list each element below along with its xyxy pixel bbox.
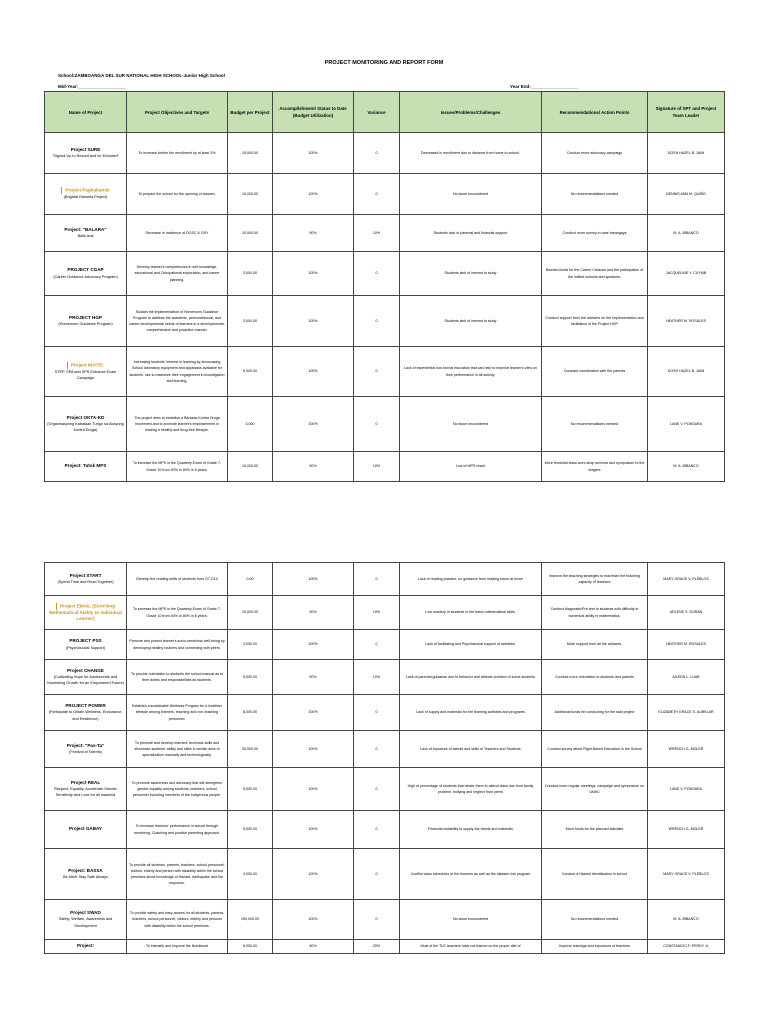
issues-cell: Lack of supply and materials for the learning activities and programs (400, 695, 542, 731)
table-row (45, 215, 725, 252)
signature-cell: WRENCH G. MOLER (648, 731, 725, 768)
signature-cell: HEATHER M. ROSALES (648, 630, 725, 660)
project-name: PROJECT PSS (69, 638, 102, 644)
project-subtitle: (Psychosocial Support) (65, 645, 106, 650)
budget-cell: 4,000.00 (228, 849, 273, 900)
table-row (45, 660, 725, 695)
budget-cell: 6,000.00 (228, 940, 273, 954)
form-title: PROJECT MONITORING AND REPORT FORM (324, 60, 444, 66)
variance-cell: 0 (354, 849, 400, 900)
signature-cell: AILEEN L. LUAB (648, 660, 725, 695)
recommendations-cell: Improve trainings and exposures of teachers (542, 940, 648, 954)
objectives-cell: To intensify and improve the Nutritional (127, 940, 228, 954)
recommendations-cell: More support from all the advisers. (542, 630, 648, 660)
objectives-cell: Promote and protect learner's socio-emotional well-being by developing healthy routines and connecting with peers. (127, 630, 228, 660)
variance-cell: 0 (354, 296, 400, 347)
signature-cell: DENNIS ANN M. QUIÑO (648, 174, 725, 215)
signature-cell: M. A. IBBANCO (648, 900, 725, 940)
issues-cell: No issue encountered (400, 174, 542, 215)
accomplishment-cell: 100% (273, 630, 354, 660)
project-name-cell (45, 849, 127, 900)
budget-cell: 15,000.00 (228, 452, 273, 482)
project-subtitle: (Spend Time and Read Together) (57, 580, 114, 584)
accomplishment-cell: 100% (273, 252, 354, 296)
issues-cell: High of percentage of students that hinder them to attend class due from family problem, bullying and neglect from peers (400, 768, 542, 811)
objectives-cell: Sustain the implementation of Homeroom Guidance Program to address the academic, personal/social, and career developmental needs of learners in a developmental, comprehensive and proactive manner. (127, 296, 228, 347)
variance-cell: 0 (354, 347, 400, 397)
signature-cell: HEATHER M. ROSALES (648, 296, 725, 347)
variance-cell: 0 (354, 731, 400, 768)
report-table-page2 (44, 562, 725, 954)
school-name: School:ZAMBOANGA DEL SUR NATIONAL HIGH SCHOOL-Junior High School (58, 73, 225, 78)
signature-cell: LANE V. PONSARA (648, 397, 725, 452)
variance-cell: 10% (354, 660, 400, 695)
project-name: Project START (69, 572, 102, 578)
highlight-marker (67, 362, 68, 369)
issues-cell: Lack of experiential non-formal education that can help to improve learner's view on their performance in all activity. (400, 347, 542, 397)
report-table-page1 (44, 91, 725, 482)
header-signature: Signature of SPT and Project Team Leader (648, 92, 725, 133)
project-name: Project: "BALARA" (64, 226, 107, 232)
objectives-cell: To increase the MPS in the Quarterly Exam of Grade 7-Grade 10 from 40% to 80% in 6 years. (127, 452, 228, 482)
project-subtitle: (Career Guidance Advocacy Program) (53, 274, 118, 279)
budget-cell: 3,000.00 (228, 296, 273, 347)
objectives-cell: Decrease in Incidence of DOSC & OSY (127, 215, 228, 252)
table-row (45, 731, 725, 768)
project-name-cell (45, 347, 127, 397)
issues-cell: Students lack of interest to study (400, 252, 542, 296)
project-subtitle: (Brigada Eskwela Project) (63, 195, 108, 200)
project-name-cell (45, 397, 127, 452)
accomplishment-cell: 100% (273, 811, 354, 849)
objectives-cell: To prepare the school for the opening of classes. (127, 174, 228, 215)
table-row (45, 811, 725, 849)
variance-cell: 0 (354, 252, 400, 296)
recommendations-cell: Conduct a Hazard Identification in school (542, 849, 648, 900)
table-body-page2 (45, 563, 725, 954)
project-name-cell (45, 215, 127, 252)
objectives-cell: To increase the MPS in the Quarterly Exam of Grade 7-Grade 10 from 40% to 80% in 6 years. (127, 596, 228, 630)
budget-cell: 5,000.00 (228, 768, 273, 811)
accomplishment-cell: 90% (273, 660, 354, 695)
recommendations-cell: Conduct more regular meetings, campaign and symposium on VAWC (542, 768, 648, 811)
project-subtitle: STEP, SPA and SPS Entrance Exam Campaign (54, 369, 117, 380)
project-name: Project OKTA-KD (66, 414, 105, 420)
table-row (45, 630, 725, 660)
project-subtitle: "Signed-Up to Record and be Encoded" (52, 154, 119, 158)
signature-cell: WRENCH G. MOLER (648, 811, 725, 849)
budget-cell: 30,000.00 (228, 731, 273, 768)
recommendations-cell: More funds for the planned activities (542, 811, 648, 849)
objectives-cell: To increase learners' performance in school through mentoring, Coaching and positive parenting approach. (127, 811, 228, 849)
table-body-page1 (45, 133, 725, 482)
recommendations-cell: Conduct diagnostic/Pre-test to students with difficulty in numerical ability in mathematics. (542, 596, 648, 630)
project-name: PROJECT CGAP (67, 267, 104, 273)
table-row (45, 768, 725, 811)
signature-cell: M. A. IBBANCO (648, 215, 725, 252)
recommendations-cell: Conduct more orientation to students and parents (542, 660, 648, 695)
budget-cell: 10,000.00 (228, 215, 273, 252)
budget-cell: 199,000.00 (228, 900, 273, 940)
variance-cell: 0 (354, 768, 400, 811)
project-subtitle: Be Alert! Stay Safe Always (63, 875, 108, 879)
recommendations-cell: Conduct more advocacy campaign (542, 133, 648, 174)
accomplishment-cell: 100% (273, 397, 354, 452)
project-name-cell (45, 768, 127, 811)
project-name: Project EMAIL (Enriching Mathematical Ability to Individual Learner) (49, 603, 122, 621)
signature-cell: ARLENE S. DURAN (648, 596, 725, 630)
project-name: Project INVITE: (70, 362, 105, 368)
table-row (45, 940, 725, 954)
highlight-marker (56, 603, 57, 610)
accomplishment-cell: 100% (273, 347, 354, 397)
issues-cell: Lack of reading practice, no guidance from reading tutors at home (400, 563, 542, 596)
objectives-cell: To increase further the enrollment by at least 3% (127, 133, 228, 174)
recommendations-cell: No recommendations needed (542, 397, 648, 452)
header-row (45, 92, 725, 133)
variance-cell: 0 (354, 630, 400, 660)
budget-cell: 15,000.00 (228, 596, 273, 630)
issues-cell: Conflict class schedules of the learners as well as the disaster risk program (400, 849, 542, 900)
recommendations-cell: Additional funds for conducting for the said project (542, 695, 648, 731)
issues-cell: Students lack of interest to study (400, 296, 542, 347)
variance-cell: 20% (354, 940, 400, 954)
project-subtitle: Safety, Welfare, Awareness and Development (58, 917, 113, 928)
header-name: Name of Project (45, 92, 127, 133)
mid-year-field: Mid-Year:___________________ (58, 84, 126, 89)
table-row (45, 849, 725, 900)
signature-cell: CONSTANCIO F. PERDY Jr. (648, 940, 725, 954)
recommendations-cell: Improve the teaching strategies to maximize the teaching capacity of teachers (542, 563, 648, 596)
issues-cell: Lack of facilitating and Psychosocial support of activities. (400, 630, 542, 660)
project-name: Project SWAD (70, 910, 101, 916)
objectives-cell: To promote awareness and advocacy that will strengthen gender equality among students, teachers, school personnel including members of the indigenous people. (127, 768, 228, 811)
issues-cell: Lack of parental guidance due to behavior and attitude problem of some students (400, 660, 542, 695)
objectives-cell: Establish a sustainable Wellness Program for a healthier lifestyle among learners, teaching and non-teaching personnel. (127, 695, 228, 731)
project-name-cell (45, 695, 127, 731)
project-name: Project: BASSA (68, 867, 103, 873)
project-name: Project: "Pas-Ta" (66, 742, 105, 748)
budget-cell: 5,000.00 (228, 660, 273, 695)
variance-cell: 0 (354, 174, 400, 215)
header-issues: Issues/Problems/Challenges (400, 92, 542, 133)
table-row (45, 563, 725, 596)
project-name: PROJECT POWER (65, 703, 106, 709)
variance-cell: 10% (354, 215, 400, 252)
project-subtitle: Respect, Equality, Accelerate Gender Sensitivity and Love for all mankind (54, 786, 117, 798)
project-name-cell (45, 296, 127, 347)
project-name: Project: Tutok MPS (64, 463, 107, 469)
project-name-cell (45, 252, 127, 296)
project-name-cell (45, 731, 127, 768)
objectives-cell: To provide all students, parents, teachers, school personnel, visitors, elderly and person with disability within the school premises about knowledge of Hazard, earthquake and fire response. (127, 849, 228, 900)
table-row (45, 252, 725, 296)
budget-cell: 15,000.00 (228, 174, 273, 215)
issues-cell: Low of MPS result (400, 452, 542, 482)
objectives-cell: Increasing students' interest in learning by showcasing School laboratory equipment and apparatus available for students' use to maximize their engagement in investigation and learning. (127, 347, 228, 397)
issues-cell: Financial instability to supply the needs and materials (400, 811, 542, 849)
budget-cell: 15,000.00 (228, 133, 273, 174)
signature-cell: JACQUELINE Y. CUYMB (648, 252, 725, 296)
accomplishment-cell: 100% (273, 695, 354, 731)
signature-cell: MARY GRACE V. PLEBLOS (648, 849, 725, 900)
issues-cell: Students lack of parental and financial support (400, 215, 542, 252)
recommendations-cell: Needed funds for the Career Caravan and the participation of the invited schools and speakers. (542, 252, 648, 296)
objectives-cell: The project aims to establish a Barkada Kontra Droga movement and to promote learner's empowerment in leading a healthy and drug-free lifestyle. (127, 397, 228, 452)
table-row (45, 397, 725, 452)
table-row (45, 452, 725, 482)
table-row (45, 174, 725, 215)
objectives-cell: To provide orientation to students the school manual as to their duties and responsibilities as students. (127, 660, 228, 695)
objectives-cell: Develop the reading skills of students from G7-G10 (127, 563, 228, 596)
variance-cell: 0 (354, 397, 400, 452)
signature-cell: M. A. IBBANCO (648, 452, 725, 482)
budget-cell: 3,000 (228, 397, 273, 452)
project-name-cell (45, 900, 127, 940)
variance-cell: 10% (354, 596, 400, 630)
signature-cell: MARY GRACE V. PLEBLOS (648, 563, 725, 596)
accomplishment-cell: 100% (273, 731, 354, 768)
accomplishment-cell: 90% (273, 215, 354, 252)
signature-cell: LANE V. PONSARA (648, 768, 725, 811)
project-name-cell (45, 452, 127, 482)
table-row (45, 133, 725, 174)
issues-cell: Most of the TLE teachers have not trained on the proper diet of (400, 940, 542, 954)
budget-cell: 3,000.00 (228, 252, 273, 296)
table-row (45, 695, 725, 731)
objectives-cell: To promote and develop learners' technical skills and showcase students' ability and skills in certain area of specialization manually and technologically. (127, 731, 228, 768)
project-subtitle: (Participate to Obtain Wellness, Endurance, and Resilience) (48, 710, 123, 721)
project-name: Project GABAY (68, 826, 103, 832)
project-subtitle: (Homeroom Guidance Program) (58, 322, 113, 326)
project-name-cell (45, 660, 127, 695)
accomplishment-cell: 100% (273, 563, 354, 596)
project-name: Project CHANGE (67, 667, 104, 673)
project-subtitle: (Festival of Talents) (69, 750, 102, 754)
header-accomplishment: Accomplishment/ Status to Date (Budget Utilization) (273, 92, 354, 133)
project-name: Project: (76, 943, 95, 949)
variance-cell: 0 (354, 695, 400, 731)
recommendations-cell: Conduct survey about Right-Based Education in the School (542, 731, 648, 768)
budget-cell: 5,000.00 (228, 811, 273, 849)
project-name: Project REAL (70, 779, 101, 785)
recommendations-cell: Conduct support from the advisers on the implementation and facilitation of the Project HGP (542, 296, 648, 347)
signature-cell: DOSH HAZEL B. JAIM (648, 347, 725, 397)
project-name-cell (45, 596, 127, 630)
accomplishment-cell: 100% (273, 849, 354, 900)
table-row (45, 347, 725, 397)
header-variance: Variance (354, 92, 400, 133)
recommendations-cell: Constant coordination with the parents (542, 347, 648, 397)
variance-cell: 0 (354, 133, 400, 174)
table-row (45, 296, 725, 347)
header-recommendations: Recommendations/ Action Points (542, 92, 648, 133)
project-subtitle: (Cultivating Hope for Adolescents and Nourishing Growth for an Empowered Future) (47, 674, 124, 686)
accomplishment-cell: 100% (273, 900, 354, 940)
budget-cell: 3,000.00 (228, 630, 273, 660)
accomplishment-cell: 100% (273, 174, 354, 215)
project-name-cell (45, 133, 127, 174)
issues-cell: Decreased in enrollment due to distance from home to school. (400, 133, 542, 174)
issues-cell: No issue encountered (400, 397, 542, 452)
recommendations-cell: More remedial class work-shop seminar and symposium to the teagers (542, 452, 648, 482)
table-row (45, 596, 725, 630)
header-budget: Budget per Project (228, 92, 273, 133)
budget-cell: 5,000.00 (228, 347, 273, 397)
accomplishment-cell: 90% (273, 452, 354, 482)
accomplishment-cell: 90% (273, 596, 354, 630)
signature-cell: DOSH HAZEL B. JAIM (648, 133, 725, 174)
budget-cell: 8,000.00 (228, 695, 273, 731)
variance-cell: 0 (354, 900, 400, 940)
project-name-cell (45, 940, 127, 954)
project-name: Project SURE (70, 146, 101, 152)
variance-cell: 10% (354, 452, 400, 482)
project-subtitle: Balik Aral (77, 234, 94, 238)
accomplishment-cell: 100% (273, 133, 354, 174)
project-name-cell (45, 174, 127, 215)
project-subtitle: (Organisasyong Kabataan Tungo sa Akayong Kontra Droga) (47, 421, 124, 433)
project-name: Project Paghahanda (65, 187, 110, 193)
header-objectives: Project Objectives and Targets (127, 92, 228, 133)
issues-cell: No issue encountered (400, 900, 542, 940)
highlight-marker (61, 187, 62, 194)
accomplishment-cell: 100% (273, 768, 354, 811)
variance-cell: 0 (354, 563, 400, 596)
issues-cell: Lack of exposure of talents and skills of Teachers and Students (400, 731, 542, 768)
accomplishment-cell: 80% (273, 940, 354, 954)
accomplishment-cell: 100% (273, 296, 354, 347)
signature-cell: ELIZABETH GRACE S. AUBELAR (648, 695, 725, 731)
objectives-cell: To provide safety and easy access for all students, parents, teachers, school personnel, visitors, elderly and persons with disability within the school premises. (127, 900, 228, 940)
objectives-cell: Develop learner's competencies in self-knowledge, educational and Occupational exploration, and career planning. (127, 252, 228, 296)
project-name-cell (45, 811, 127, 849)
project-name-cell (45, 563, 127, 596)
variance-cell: 0 (354, 811, 400, 849)
project-name: PROJECT HGP (69, 314, 102, 320)
issues-cell: Low mastery of students in the basic mathematical skills. (400, 596, 542, 630)
project-name-cell (45, 630, 127, 660)
budget-cell: 0.00 (228, 563, 273, 596)
table-row (45, 900, 725, 940)
year-end-field: Year End:___________________ (510, 84, 579, 89)
recommendations-cell: No recommendations needed (542, 900, 648, 940)
recommendations-cell: Conduct more survey in near barangays (542, 215, 648, 252)
recommendations-cell: No recommendations needed (542, 174, 648, 215)
